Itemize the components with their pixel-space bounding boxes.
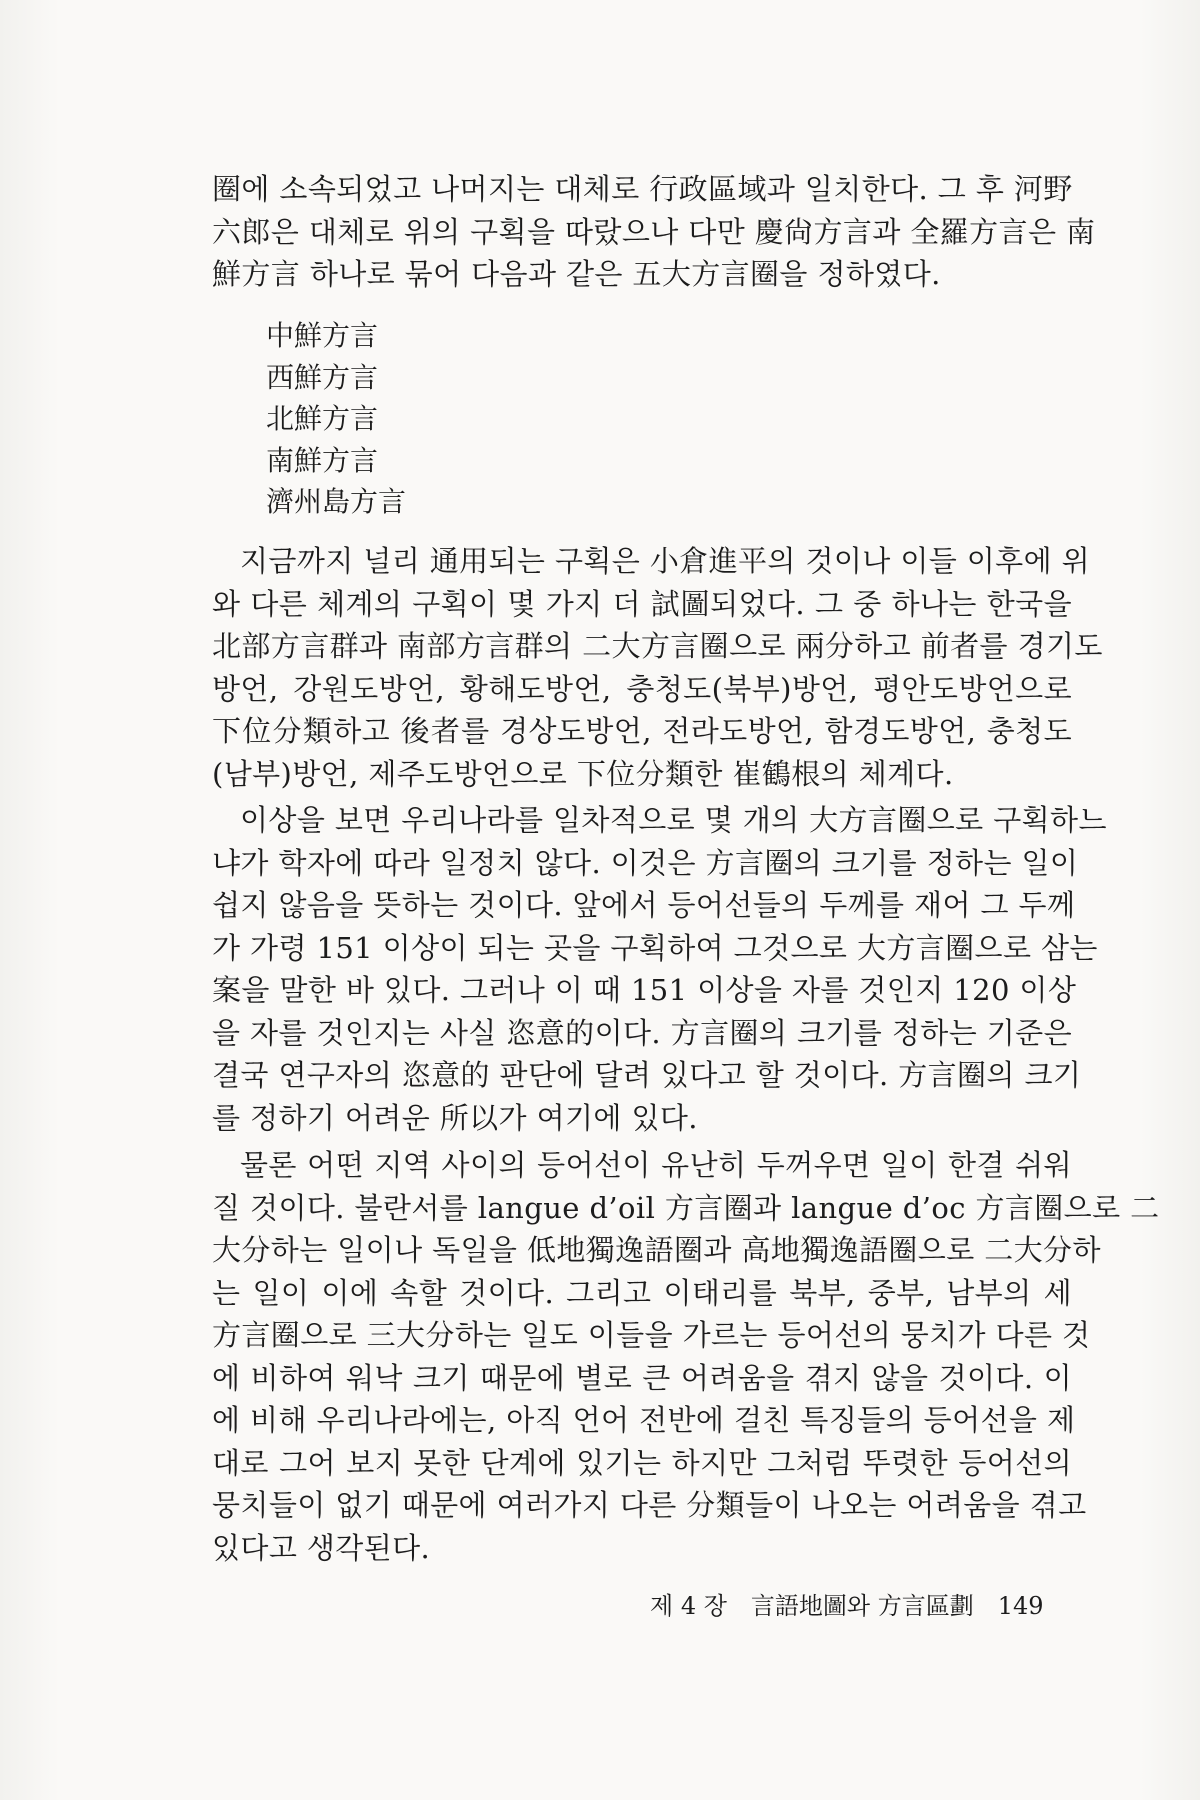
dialect-list: [266, 315, 406, 523]
paragraph-line: 와 다른 체계의 구획이 몇 가지 더 試圖되었다. 그 중 하나는 한국을: [212, 586, 1072, 621]
dialect-item: 南鮮方言: [266, 443, 379, 477]
paragraph-line: 에 비하여 워낙 크기 때문에 별로 큰 어려움을 겪지 않을 것이다. 이: [212, 1360, 1072, 1395]
page-number: 149: [997, 1592, 1044, 1620]
paragraph-line: 에 비해 우리나라에는, 아직 언어 전반에 걸친 특징들의 등어선을 제: [212, 1403, 1076, 1437]
intro-line: 六郎은 대체로 위의 구획을 따랐으나 다만 慶尙方言과 全羅方言은 南: [212, 214, 1096, 249]
paragraph-line: (남부)방언, 제주도방언으로 下位分類한 崔鶴根의 체계다.: [212, 756, 954, 791]
paragraph-line: 냐가 학자에 따라 일정치 않다. 이것은 方言圈의 크기를 정하는 일이: [212, 845, 1079, 880]
paragraph-line: 案을 말한 바 있다. 그러나 이 때 151 이상을 자를 것인지 120 이상: [212, 973, 1077, 1007]
dialect-item: 北鮮方言: [266, 402, 379, 435]
paragraph-line: 下位分類하고 後者를 경상도방언, 전라도방언, 함경도방언, 충청도: [212, 714, 1072, 748]
paragraph-line: 대로 그어 보지 못한 단계에 있기는 하지만 그처럼 뚜렷한 등어선의: [212, 1445, 1072, 1480]
paragraph-line: 있다고 생각된다.: [212, 1530, 431, 1565]
running-footer: [650, 1590, 1070, 1622]
paragraph-line: 뭉치들이 없기 때문에 여러가지 다른 分類들이 나오는 어려움을 겪고: [212, 1488, 1087, 1522]
paragraph-line: 질 것이다. 불란서를 langue d’oil 方言圈과 langue d’oc 方言圈으로 二: [212, 1190, 1160, 1225]
intro-line: 鮮方言 하나로 묶어 다음과 같은 五大方言圈을 정하였다.: [212, 257, 941, 291]
paragraph-line: 大分하는 일이나 독일을 低地獨逸語圈과 高地獨逸語圈으로 二大分하: [212, 1233, 1101, 1267]
paragraph-line: 가 가령 151 이상이 되는 곳을 구획하여 그것으로 大方言圈으로 삼는: [212, 930, 1098, 965]
intro-paragraph: [212, 168, 1096, 296]
paragraph-classification-systems: [212, 540, 1103, 795]
paragraph-line: 北部方言群과 南部方言群의 二大方言圈으로 兩分하고 前者를 경기도: [212, 629, 1103, 663]
intro-line: 圈에 소속되었고 나머지는 대체로 行政區域과 일치한다. 그 후 河野: [212, 172, 1073, 206]
paragraph-isogloss-bundles: [212, 1144, 1160, 1569]
chapter-label: 제 4 장: [650, 1592, 727, 1620]
paragraph-line: 을 자를 것인지는 사실 恣意的이다. 方言圈의 크기를 정하는 기준은: [212, 1015, 1072, 1050]
dialect-item: 中鮮方言: [266, 319, 379, 352]
paragraph-line: 方言圈으로 三大分하는 일도 이들을 가르는 등어선의 뭉치가 다른 것: [212, 1318, 1091, 1352]
paragraph-line: 를 정하기 어려운 所以가 여기에 있다.: [212, 1100, 698, 1135]
paragraph-line: 물론 어떤 지역 사이의 등어선이 유난히 두꺼우면 일이 한결 쉬워: [240, 1148, 1072, 1182]
paragraph-line: 결국 연구자의 恣意的 판단에 달려 있다고 할 것이다. 方言圈의 크기: [212, 1058, 1082, 1092]
dialect-item: 西鮮方言: [266, 360, 379, 394]
dialect-item: 濟州島方言: [266, 485, 407, 518]
paragraph-line: 방언, 강원도방언, 황해도방언, 충청도(북부)방언, 평안도방언으로: [212, 671, 1072, 706]
paragraph-line: 이상을 보면 우리나라를 일차적으로 몇 개의 大方言圈으로 구획하느: [240, 803, 1107, 837]
paragraph-line: 지금까지 널리 通用되는 구획은 小倉進平의 것이나 이들 이후에 위: [240, 544, 1091, 578]
paragraph-line: 쉽지 않음을 뜻하는 것이다. 앞에서 등어선들의 두께를 재어 그 두께: [212, 888, 1076, 922]
paragraph-line: 는 일이 이에 속할 것이다. 그리고 이태리를 북부, 중부, 남부의 세: [212, 1275, 1072, 1310]
paragraph-dialect-size: [212, 799, 1107, 1139]
chapter-title: 言語地圖와 方言區劃: [750, 1592, 974, 1620]
